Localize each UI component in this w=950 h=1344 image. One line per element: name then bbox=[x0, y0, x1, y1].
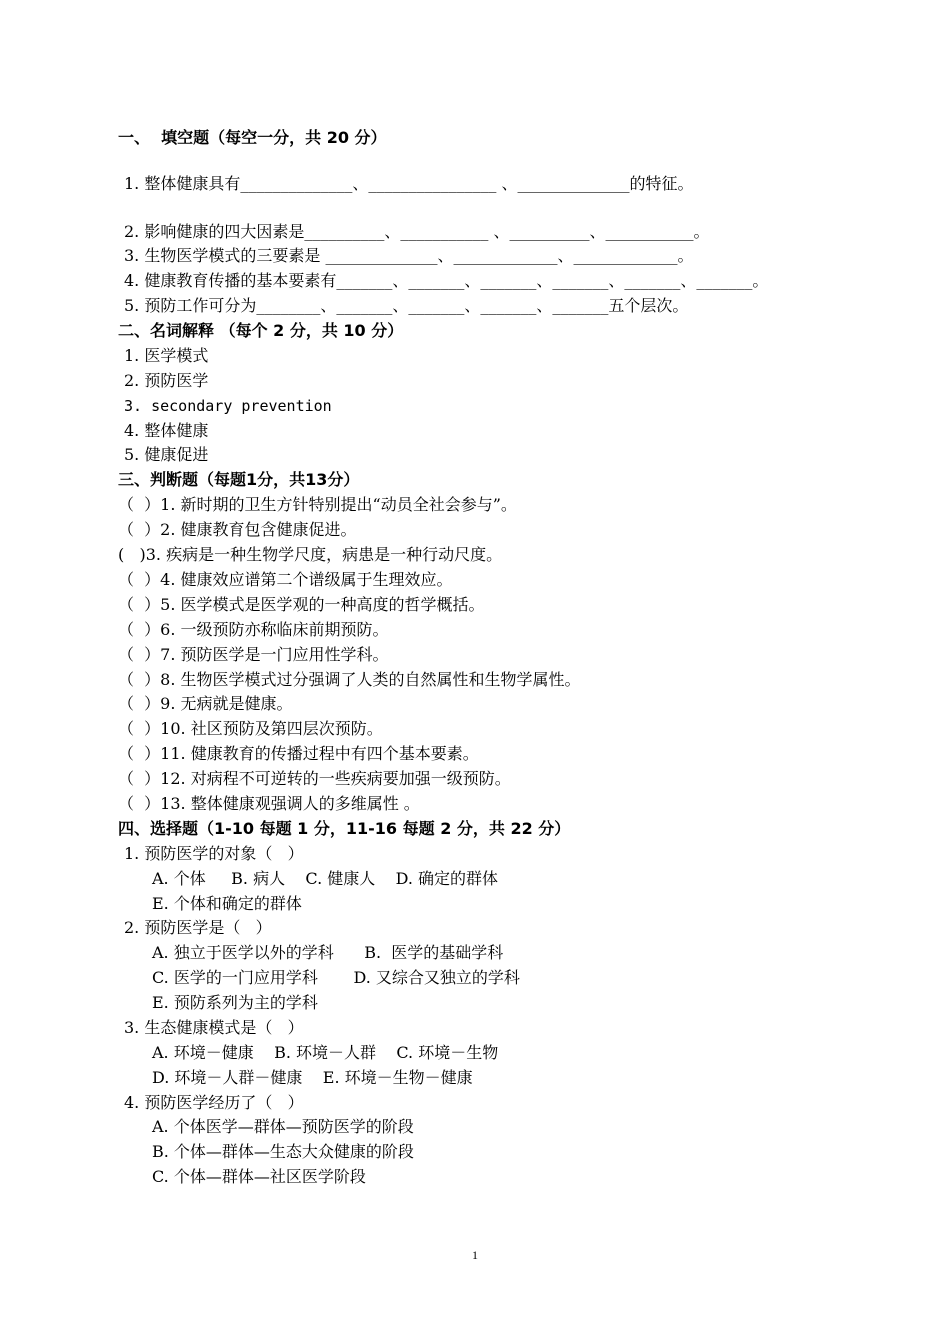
term-item: 2. 预防医学 bbox=[124, 371, 209, 390]
judge-item: （ ）9. 无病就是健康。 bbox=[118, 694, 293, 713]
choice-options: A. 个体 B. 病人 C. 健康人 D. 确定的群体 bbox=[152, 869, 499, 888]
choice-question: 3. 生态健康模式是（ ） bbox=[124, 1018, 304, 1037]
section-heading-terms: 二、名词解释 （每个 2 分，共 10 分） bbox=[118, 321, 404, 340]
judge-item: （ ）2. 健康教育包含健康促进。 bbox=[118, 520, 357, 539]
judge-item: （ ）7. 预防医学是一门应用性学科。 bbox=[118, 645, 389, 664]
section-heading-fill-blank: 一、 填空题（每空一分，共 20 分） bbox=[118, 128, 387, 147]
fill-blank-item: 4. 健康教育传播的基本要素有_______、_______、_______、_______、_______、_______。 bbox=[124, 271, 769, 290]
choice-question: 2. 预防医学是（ ） bbox=[124, 918, 272, 937]
fill-blank-item: 1. 整体健康具有______________、________________ 、______________的特征。 bbox=[124, 174, 694, 193]
choice-options: D. 环境－人群－健康 E. 环境－生物－健康 bbox=[152, 1068, 473, 1087]
choice-options: A. 独立于医学以外的学科 B. 医学的基础学科 bbox=[152, 943, 504, 962]
choice-options: E. 预防系列为主的学科 bbox=[152, 993, 318, 1012]
judge-item: （ ）5. 医学模式是医学观的一种高度的哲学概括。 bbox=[118, 595, 485, 614]
term-item: 1. 医学模式 bbox=[124, 346, 209, 365]
choice-options: A. 环境－健康 B. 环境－人群 C. 环境－生物 bbox=[152, 1043, 499, 1062]
judge-item: （ ）10. 社区预防及第四层次预防。 bbox=[118, 719, 383, 738]
judge-item: （ ）13. 整体健康观强调人的多维属性 。 bbox=[118, 794, 420, 813]
judge-item: （ ）12. 对病程不可逆转的一些疾病要加强一级预防。 bbox=[118, 769, 511, 788]
judge-item: （ ）6. 一级预防亦称临床前期预防。 bbox=[118, 620, 389, 639]
choice-options: C. 医学的一门应用学科 D. 又综合又独立的学科 bbox=[152, 968, 520, 987]
choice-options: A. 个体医学—群体—预防医学的阶段 bbox=[152, 1117, 414, 1136]
section-heading-choice: 四、选择题（1-10 每题 1 分，11-16 每题 2 分，共 22 分） bbox=[118, 819, 571, 838]
fill-blank-item: 3. 生物医学模式的三要素是 ______________、_____________、_____________。 bbox=[124, 246, 694, 265]
page-number: 1 bbox=[472, 1248, 478, 1262]
fill-blank-item: 5. 预防工作可分为________、_______、_______、_______、_______五个层次。 bbox=[124, 296, 689, 315]
judge-item: （ ）4. 健康效应谱第二个谱级属于生理效应。 bbox=[118, 570, 453, 589]
choice-options: E. 个体和确定的群体 bbox=[152, 894, 302, 913]
section-heading-judge: 三、判断题（每题1分，共13分） bbox=[118, 470, 360, 489]
term-item: 3. secondary prevention bbox=[124, 397, 332, 415]
choice-options: C. 个体—群体—社区医学阶段 bbox=[152, 1167, 366, 1186]
fill-blank-item: 2. 影响健康的四大因素是__________、___________ 、__________、___________。 bbox=[124, 222, 710, 241]
term-item: 4. 整体健康 bbox=[124, 421, 209, 440]
choice-question: 4. 预防医学经历了（ ） bbox=[124, 1093, 304, 1112]
choice-options: B. 个体—群体—生态大众健康的阶段 bbox=[152, 1142, 414, 1161]
judge-item: （ ）11. 健康教育的传播过程中有四个基本要素。 bbox=[118, 744, 479, 763]
judge-item: （ ）8. 生物医学模式过分强调了人类的自然属性和生物学属性。 bbox=[118, 670, 581, 689]
judge-item: ( )3. 疾病是一种生物学尺度，病患是一种行动尺度。 bbox=[118, 545, 503, 564]
judge-item: （ ）1. 新时期的卫生方针特别提出“动员全社会参与”。 bbox=[118, 495, 517, 514]
choice-question: 1. 预防医学的对象（ ） bbox=[124, 844, 304, 863]
term-item: 5. 健康促进 bbox=[124, 445, 209, 464]
